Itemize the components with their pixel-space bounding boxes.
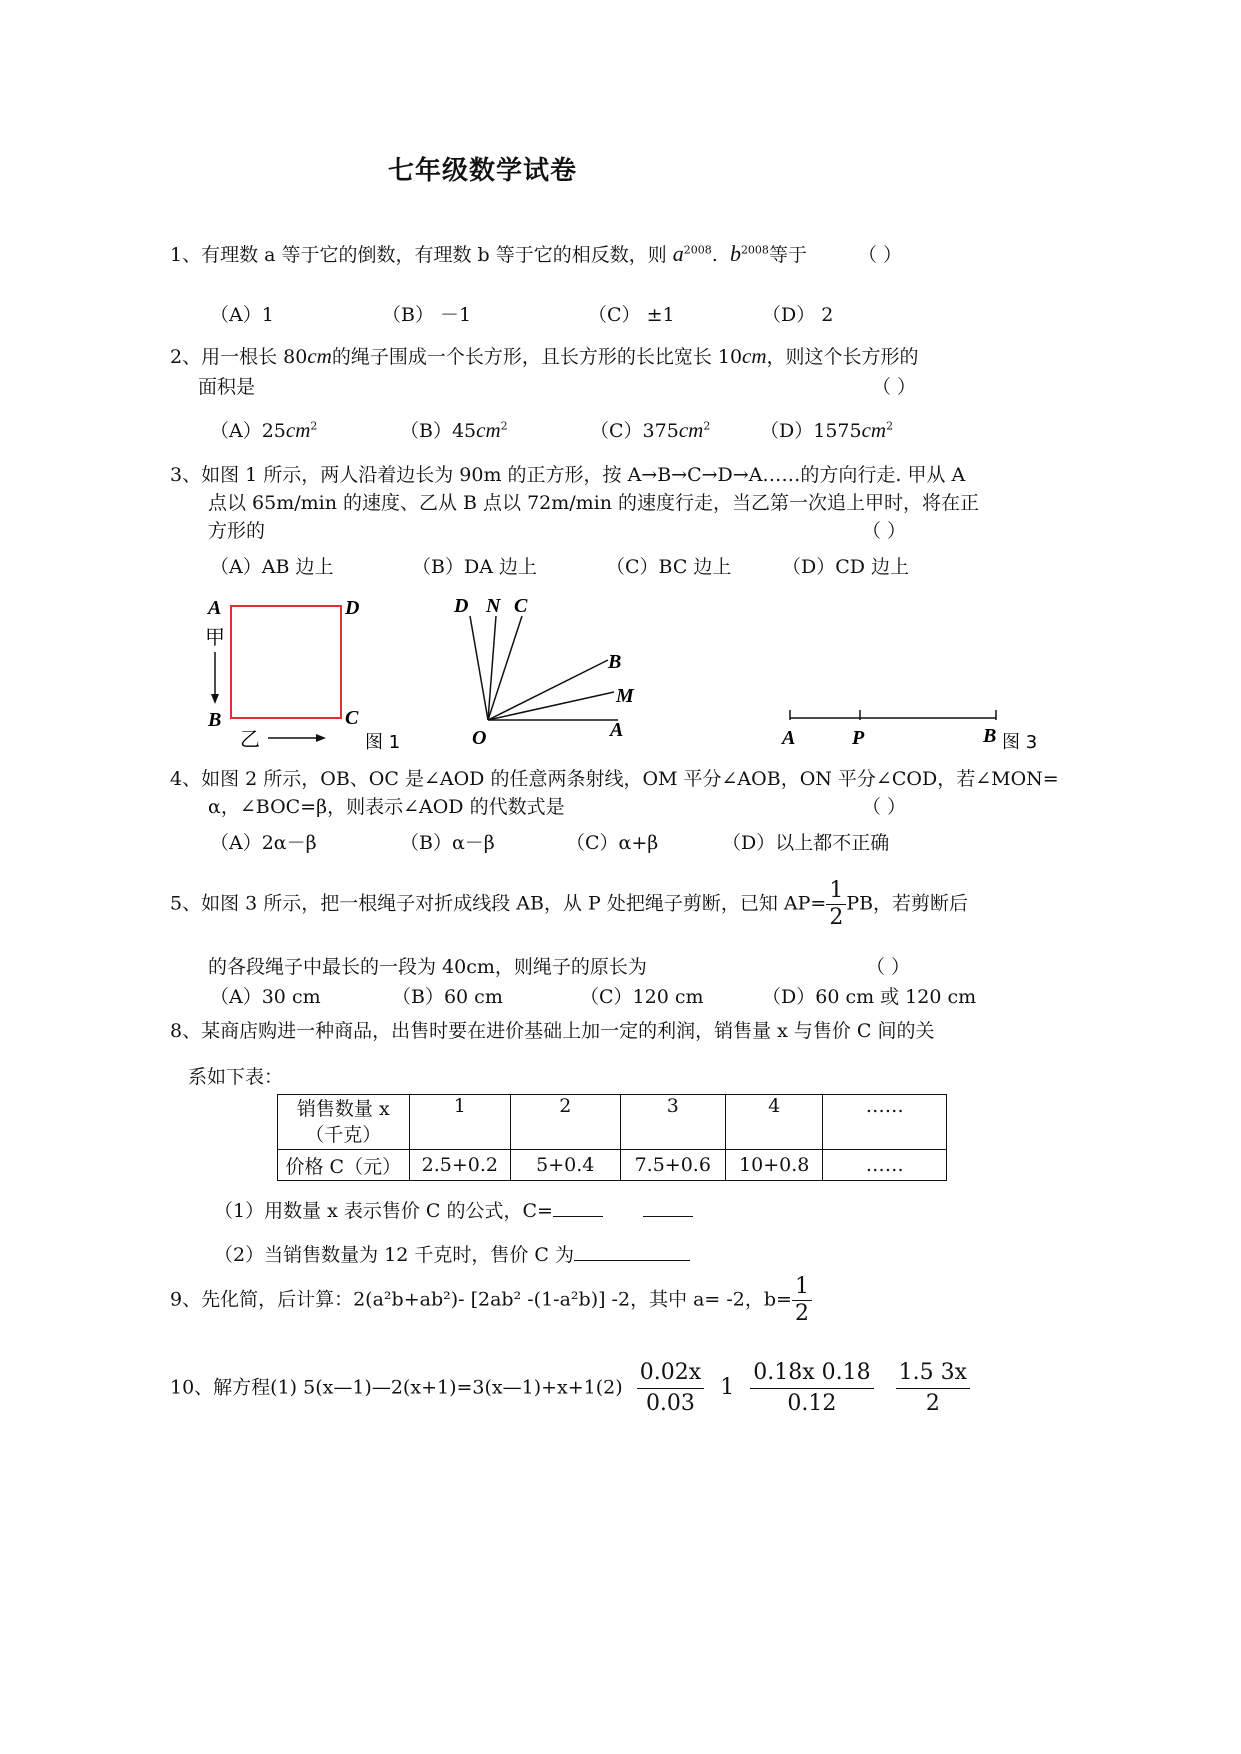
q1-var-b: b <box>729 241 741 266</box>
table-cell: 7.5+0.6 <box>620 1150 725 1181</box>
q2-line1-a: 2、用一根长 80 <box>170 346 308 368</box>
fig1-arrow-down-head <box>211 694 219 704</box>
q9-text: 9、先化简，后计算：2(a²b+ab²)- [2ab² -(1-a²b)] -2，其中 a= -2，b= <box>170 1288 792 1311</box>
q5-answer-paren: （ ） <box>866 956 911 978</box>
q10-f1-den: 0.03 <box>645 1391 695 1416</box>
fig2-ray-oc <box>488 616 522 720</box>
question-4-line-1: 4、如图 2 所示，OB、OC 是∠AOD 的任意两条射线，OM 平分∠AOB，ON 平分∠COD，若∠MON= <box>170 768 1059 790</box>
q2-option-a <box>210 416 317 443</box>
q3-option-b: （B）DA 边上 <box>412 556 537 578</box>
question-2-line-2: 面积是 <box>198 376 256 398</box>
q2-option-d <box>760 416 893 443</box>
q1-tail: 等于 <box>768 244 807 266</box>
q9-frac-den: 2 <box>794 1301 809 1326</box>
q8-sub1-text: （1）用数量 x 表示售价 C 的公式，C= <box>214 1200 553 1222</box>
table-header-quantity-b: （千克） <box>305 1124 382 1146</box>
question-9 <box>170 1274 812 1327</box>
fig3-caption: 图 3 <box>1002 732 1038 753</box>
table-row <box>278 1150 947 1181</box>
q2-option-c-exp: 2 <box>703 419 711 433</box>
page-title: 七年级数学试卷 <box>388 156 578 186</box>
q8-sub2-text: （2）当销售数量为 12 千克时，售价 C 为 <box>214 1244 574 1266</box>
table-cell: …… <box>823 1150 947 1181</box>
q2-option-a-exp: 2 <box>310 419 318 433</box>
question-10 <box>170 1358 970 1419</box>
table-cell: 5+0.4 <box>511 1150 620 1181</box>
table-header-price: 价格 C（元） <box>278 1150 410 1181</box>
question-5-line-2: 的各段绳子中最长的一段为 40cm，则绳子的原长为 <box>208 956 647 978</box>
fig2-ray-om <box>488 692 614 720</box>
fig2-label-a: A <box>610 719 624 741</box>
question-3-line-3: 方形的 <box>208 520 266 542</box>
q5-frac-den: 2 <box>829 905 844 930</box>
fig2-ray-od <box>470 616 488 720</box>
q1-option-b: （B） －1 <box>382 304 472 326</box>
q4-option-b: （B）α－β <box>400 832 495 854</box>
q10-text: 10、解方程(1) 5(x—1)—2(x+1)=3(x—1)+x+1(2) <box>170 1376 623 1399</box>
q2-option-d-unit: cm <box>861 418 887 442</box>
q3-answer-paren: （ ） <box>862 520 907 542</box>
q1-option-a: （A）1 <box>210 304 274 326</box>
q4-option-d: （D）以上都不正确 <box>722 832 890 854</box>
q8-sub1-blank-1[interactable] <box>553 1216 603 1217</box>
fig2-label-o: O <box>472 727 487 748</box>
question-4-line-2: α，∠BOC=β，则表示∠AOD 的代数式是 <box>208 796 565 818</box>
q10-fraction-1 <box>637 1358 704 1419</box>
q3-option-d: （D）CD 边上 <box>782 556 910 578</box>
fig2-label-c: C <box>514 595 528 617</box>
q10-mid: 1 <box>720 1374 735 1400</box>
fig1-label-d: D <box>345 597 360 619</box>
fig1-label-yi: 乙 <box>240 727 260 751</box>
figure-2-angles <box>448 588 668 748</box>
fig2-label-m: M <box>616 685 634 707</box>
fig1-label-c: C <box>345 707 359 729</box>
q1-option-c: （C） ±1 <box>588 304 675 326</box>
question-5-line-1 <box>170 878 968 931</box>
table-cell: 2.5+0.2 <box>409 1150 510 1181</box>
q5-fraction <box>826 878 846 931</box>
q5-option-a: （A）30 cm <box>210 986 321 1008</box>
q10-f3-num: 1.5 3x <box>896 1358 970 1389</box>
q5-option-b: （B）60 cm <box>392 986 503 1008</box>
q8-sub-question-2 <box>214 1240 690 1267</box>
fig1-label-jia: 甲 <box>205 625 225 649</box>
q1-exp-b: 2008 <box>740 243 769 257</box>
q1-sep: . <box>711 244 718 266</box>
table-cell: …… <box>823 1095 947 1150</box>
q8-sub2-blank[interactable] <box>574 1260 690 1261</box>
fig1-label-b: B <box>208 709 222 731</box>
fig3-label-p: P <box>852 727 865 749</box>
q5-option-c: （C）120 cm <box>580 986 704 1008</box>
q9-frac-num: 1 <box>792 1274 812 1301</box>
q4-answer-paren: （ ） <box>862 796 907 818</box>
q4-option-c: （C）α+β <box>566 832 659 854</box>
question-8-line-1: 8、某商店购进一种商品，出售时要在进价基础上加一定的利润，销售量 x 与售价 C 间的关 <box>170 1020 935 1042</box>
q8-sub1-blank-2[interactable] <box>643 1216 693 1217</box>
q3-option-c: （C）BC 边上 <box>606 556 732 578</box>
table-header-quantity <box>278 1095 410 1150</box>
q2-line1-c: ，则这个长方形的 <box>766 346 919 368</box>
q2-option-b <box>400 416 508 443</box>
q2-option-d-exp: 2 <box>886 419 894 433</box>
q10-f1-num: 0.02x <box>637 1358 704 1389</box>
q2-option-c <box>590 416 710 443</box>
question-3-line-2: 点以 65m/min 的速度、乙从 B 点以 72m/min 的速度行走，当乙第一次追上甲时，将在正 <box>208 492 980 514</box>
fig2-ray-on <box>488 616 496 720</box>
q2-unit-2: cm <box>742 344 767 368</box>
q2-answer-paren: （ ） <box>872 376 917 398</box>
fig3-label-a: A <box>782 727 796 749</box>
q10-fraction-3 <box>896 1358 970 1419</box>
fig1-caption: 图 1 <box>365 732 401 753</box>
q5-option-d: （D）60 cm 或 120 cm <box>762 986 977 1008</box>
question-1 <box>170 240 807 267</box>
q5-line1-a: 5、如图 3 所示，把一根绳子对折成线段 AB，从 P 处把绳子剪断，已知 AP= <box>170 892 827 915</box>
q1-answer-paren: （ ） <box>858 244 903 266</box>
q1-text: 1、有理数 a 等于它的倒数，有理数 b 等于它的相反数，则 <box>170 244 667 266</box>
table-header-quantity-a: 销售数量 x <box>296 1098 390 1120</box>
fig1-arrow-right-head <box>316 734 326 742</box>
q2-option-c-label: （C）375 <box>590 420 679 442</box>
table-cell: 1 <box>409 1095 510 1150</box>
q2-option-d-label: （D）1575 <box>760 420 862 442</box>
fig2-label-n: N <box>486 595 501 617</box>
fig1-label-a: A <box>208 597 222 619</box>
question-2-line-1 <box>170 342 919 369</box>
q2-option-a-label: （A）25 <box>210 420 286 442</box>
q2-option-b-label: （B）45 <box>400 420 477 442</box>
figure-3-segment <box>780 690 1060 760</box>
table-cell: 4 <box>725 1095 822 1150</box>
q2-unit-1: cm <box>307 344 332 368</box>
q8-price-table <box>277 1094 947 1181</box>
fig1-square <box>231 606 341 718</box>
q2-option-b-exp: 2 <box>500 419 508 433</box>
q9-fraction <box>792 1274 812 1327</box>
q10-f2-num: 0.18x 0.18 <box>750 1358 873 1389</box>
q5-line1-b: PB，若剪断后 <box>846 892 969 915</box>
q5-frac-num: 1 <box>826 878 846 905</box>
q1-var-a: a <box>672 241 684 266</box>
fig2-label-b: B <box>608 651 622 673</box>
fig2-ray-ob <box>488 660 608 720</box>
q10-f2-den: 0.12 <box>787 1391 837 1416</box>
q1-option-d: （D） 2 <box>762 304 834 326</box>
question-8-line-2: 系如下表： <box>188 1066 284 1088</box>
q3-option-a: （A）AB 边上 <box>210 556 334 578</box>
q1-exp-a: 2008 <box>683 243 712 257</box>
q10-fraction-2 <box>750 1358 873 1419</box>
table-cell: 3 <box>620 1095 725 1150</box>
figure-1-square <box>200 590 430 760</box>
q2-option-b-unit: cm <box>476 418 501 442</box>
q2-line1-b: 的绳子围成一个长方形，且长方形的长比宽长 10 <box>331 346 743 368</box>
q10-f3-den: 2 <box>925 1391 940 1416</box>
q2-option-c-unit: cm <box>678 418 704 442</box>
table-row <box>278 1095 947 1150</box>
fig2-label-d: D <box>454 595 469 617</box>
fig3-label-b: B <box>983 725 997 747</box>
q2-option-a-unit: cm <box>285 418 311 442</box>
question-3-line-1: 3、如图 1 所示，两人沿着边长为 90m 的正方形，按 A→B→C→D→A……的方向行走. 甲从 A <box>170 464 966 486</box>
table-cell: 10+0.8 <box>725 1150 822 1181</box>
q8-sub-question-1 <box>214 1196 693 1223</box>
table-cell: 2 <box>511 1095 620 1150</box>
q4-option-a: （A）2α－β <box>210 832 317 854</box>
